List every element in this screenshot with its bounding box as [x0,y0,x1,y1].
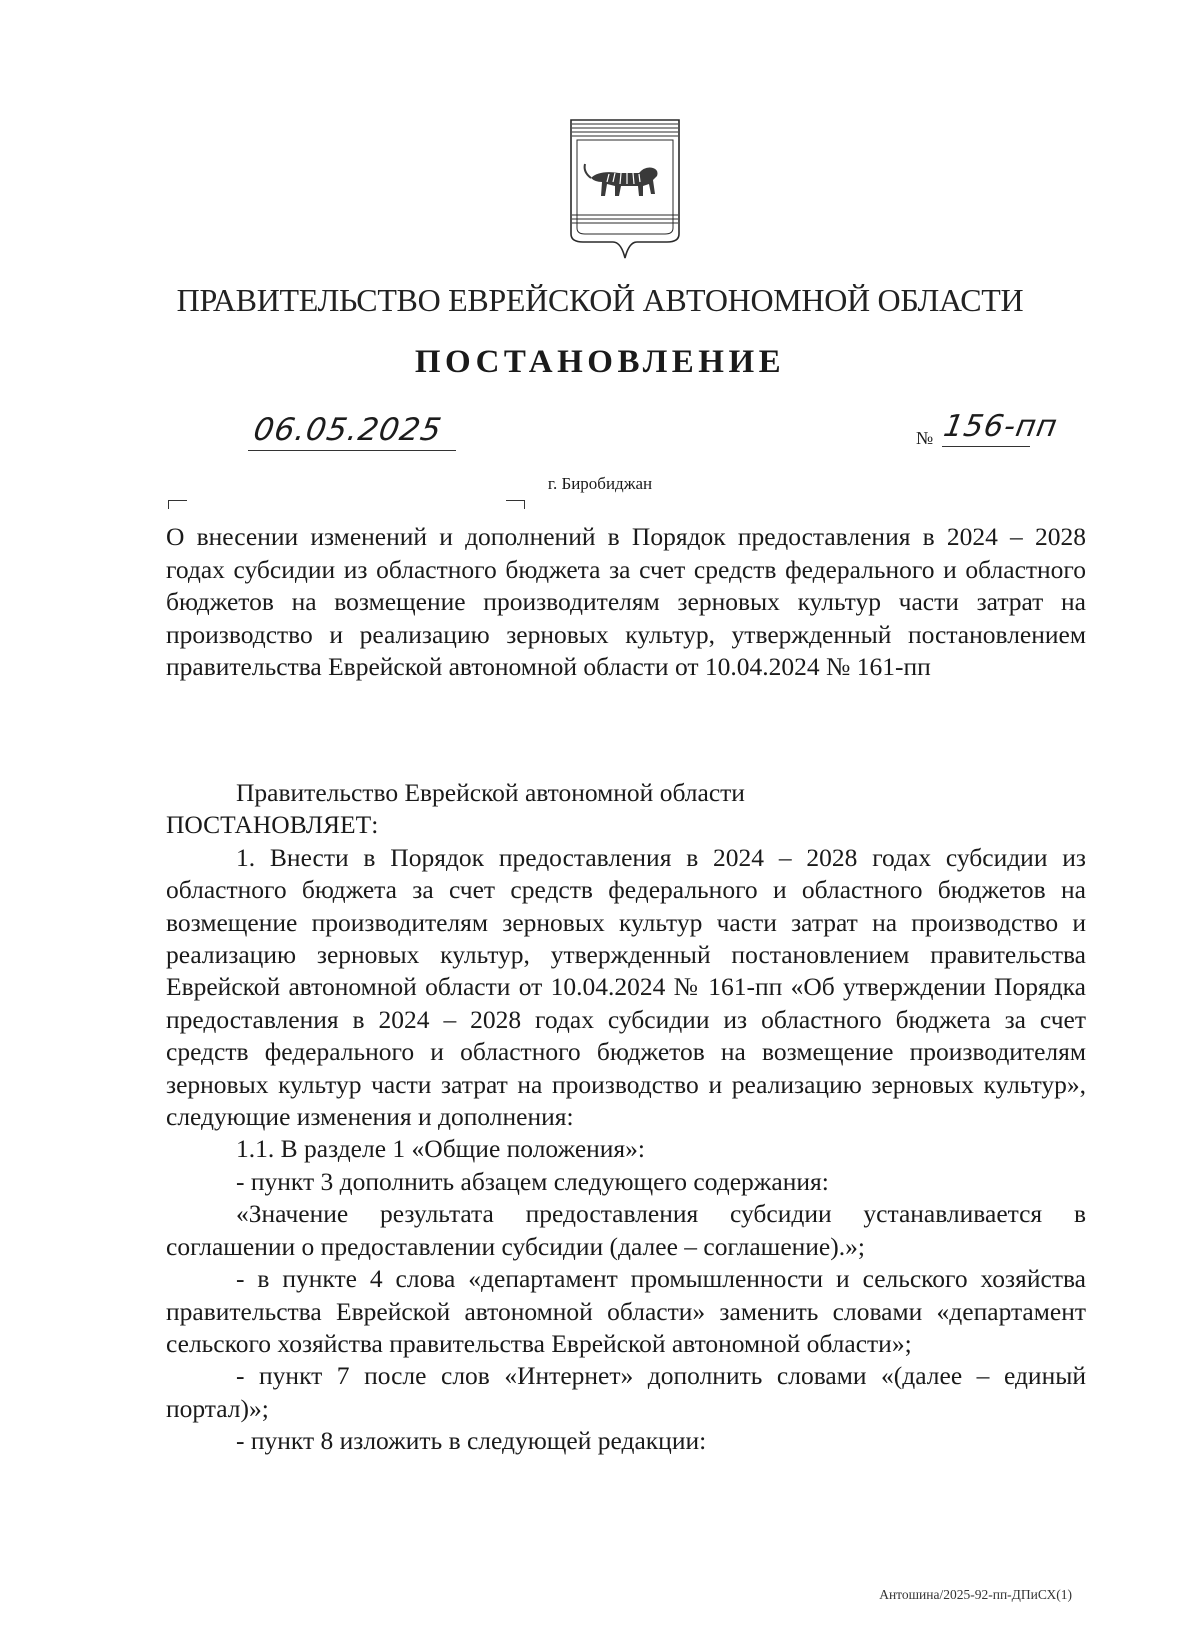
handwritten-number: 156-пп [940,409,1061,444]
tiger-icon [585,164,658,196]
document-type-title: ПОСТАНОВЛЕНИЕ [414,344,786,380]
quote-point-3: «Значение результата предоставления субсидии устанавливается в соглашении о предоставлении субсидии (далее – соглашение).»; [166,1199,1086,1261]
subject-bracket-right [506,500,525,509]
date-field [248,410,456,451]
city-line: г. Биробиджан [547,474,653,493]
bullet-point-3: - пункт 3 дополнить абзацем следующего содержания: [236,1166,829,1196]
resolves-word: ПОСТАНОВЛЯЕТ: [166,810,379,840]
bullet-point-7: - пункт 7 после слов «Интернет» дополнить словами «(далее – единый портал)»; [166,1361,1086,1423]
number-label: № [916,428,934,448]
coat-of-arms-emblem [569,118,681,260]
number-field [940,409,1061,447]
handwritten-date: 06.05.2025 [250,412,445,448]
bullet-point-4: - в пункте 4 слова «департамент промышленности и сельского хозяйства правительства Еврейской автономной области» заменить словами «департамент сельского хозяйства правительства Еврейской автономной области»; [166,1264,1086,1358]
subject-bracket-left [168,500,187,509]
document-subject: О внесении изменений и дополнений в Порядок предоставления в 2024 – 2028 годах субсидии из областного бюджета за счет средств федерального и областного бюджетов на возмещение производителям зерновых культур части затрат на производство и реализацию зерновых культур, утвержденный постановлением правительства Еврейской автономной области от 10.04.2024 № 161-пп [166,522,1086,681]
bullet-point-8: - пункт 8 изложить в следующей редакции: [236,1426,707,1456]
government-title: ПРАВИТЕЛЬСТВО ЕВРЕЙСКОЙ АВТОНОМНОЙ ОБЛАСТИ [176,282,1024,318]
document-body [166,777,1086,1458]
preamble: Правительство Еврейской автономной области [236,778,745,807]
item-1: 1. Внести в Порядок предоставления в 2024 – 2028 годах субсидии из областного бюджета за счет средств федерального и областного бюджетов на возмещение производителям зерновых культур части затрат на производство и реализацию зерновых культур, утвержденный постановлением правительства Еврейской автономной области от 10.04.2024 № 161-пп «Об утверждении Порядка предоставления в 2024 – 2028 годах субсидии из областного бюджета за счет средств федерального и областного бюджетов на возмещение производителям зерновых культур части затрат на производство и реализацию зерновых культур», следующие изменения и дополнения: [166,842,1086,1132]
footer-code: Антошина/2025-92-пп-ДПиСХ(1) [879,1587,1072,1602]
item-1-1: 1.1. В разделе 1 «Общие положения»: [236,1134,645,1164]
